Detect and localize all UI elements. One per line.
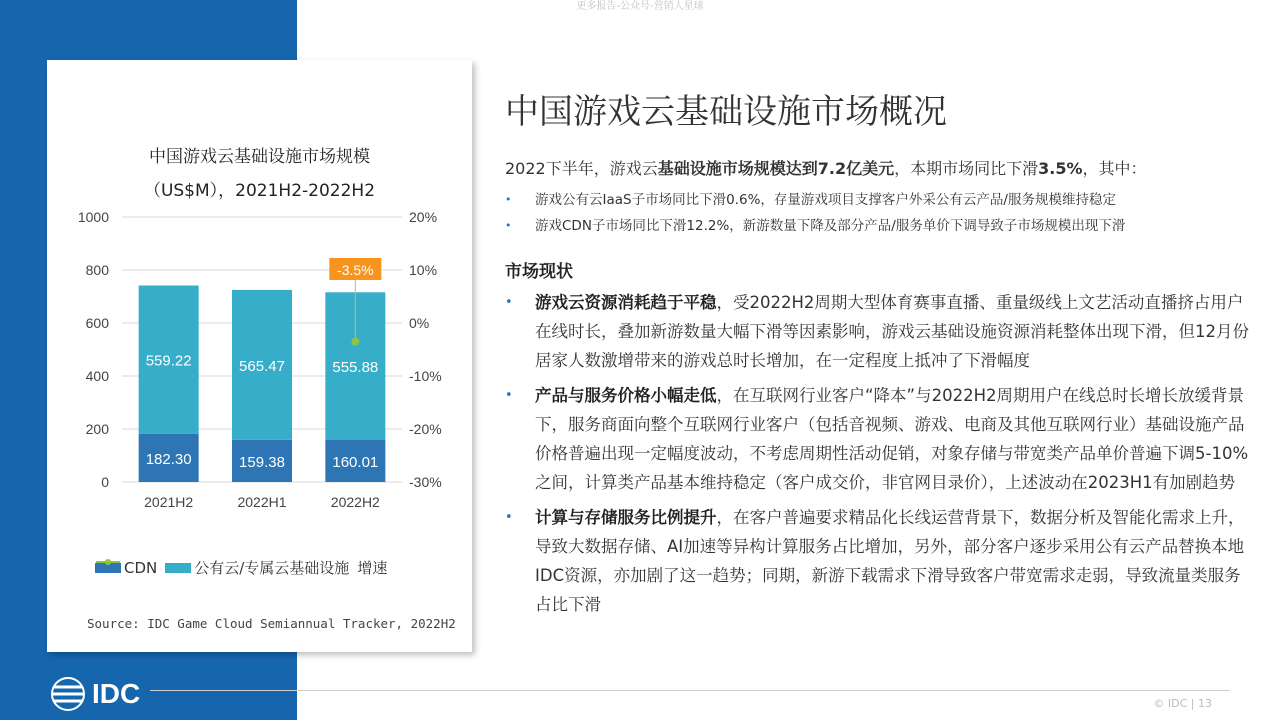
legend-label-growth: 增速 <box>357 559 388 577</box>
x-tick-label: 2022H1 <box>237 494 287 510</box>
y-tick-label: 600 <box>85 315 109 331</box>
x-tick-label: 2022H2 <box>330 494 380 510</box>
summary-part3: ，其中： <box>1082 159 1147 178</box>
chart-title-line2: （US$M），2021H2-2022H2 <box>143 181 376 201</box>
y2-tick-label: -20% <box>409 421 442 437</box>
y-tick-label: 200 <box>85 421 109 437</box>
idc-logo <box>50 676 140 712</box>
section-title: 市场现状 <box>505 262 573 282</box>
bullet-text: ，在互联网行业客户“降本”与2022H2周期用户在线总时长增长放缓背景下，服务商面向整个互联网行业客户（包括音视频、游戏、电商及其他互联网行业）基础设施产品价格普遍出现一定幅度波动，不考虑周期性活动促销，对象存储与带宽类产品单价普遍下调5-10%之间，计算类产品基本维持稳定（客户成交价，非官网目录价），上述波动在2023H1有加剧趋势 <box>535 386 1249 492</box>
growth-point <box>351 338 359 346</box>
bullet-item <box>505 288 1250 375</box>
bullet-dot-icon: • <box>505 193 512 206</box>
bullet-bold: 计算与存储服务比例提升 <box>535 508 717 527</box>
bullet-item <box>505 503 1250 619</box>
chart-title-line1: 中国游戏云基础设施市场规模 <box>149 147 370 167</box>
bullet-dot-icon: • <box>505 388 513 403</box>
sub-bullet-text: 游戏公有云IaaS子市场同比下滑0.6%，存量游戏项目支撑客户外采公有云产品/服务规模维持稳定 <box>535 192 1116 208</box>
bar-data-label: 559.22 <box>145 352 192 370</box>
y2-tick-label: 10% <box>409 262 438 278</box>
bar-data-label: 555.88 <box>332 358 379 376</box>
bullet-dot-icon: • <box>505 295 513 310</box>
page-footer: © IDC | 13 <box>1153 697 1212 710</box>
globe-icon <box>50 676 86 712</box>
growth-data-label: -3.5% <box>337 262 374 278</box>
watermark: 更多报告-公众号-营销人星球 <box>576 1 704 12</box>
bullet-bold: 产品与服务价格小幅走低 <box>535 386 717 405</box>
legend-swatch-growth <box>95 557 121 567</box>
summary-bold1: 基础设施市场规模达到7.2亿美元 <box>657 159 895 178</box>
y2-tick-label: 0% <box>409 315 430 331</box>
summary-part2: ，本期市场同比下滑 <box>894 159 1039 178</box>
page-title: 中国游戏云基础设施市场概况 <box>505 92 947 132</box>
legend-swatch-cloud <box>165 563 191 573</box>
bullet-text: ，受2022H2周期大型体育赛事直播、重量级线上文艺活动直播挤占用户在线时长，叠加新游数量大幅下滑等因素影响，游戏云基础设施资源消耗整体出现下滑，但12月份居家人数激增带来的游戏总时长增加，在一定程度上抵冲了下滑幅度 <box>535 293 1249 370</box>
y2-tick-label: -30% <box>409 474 442 490</box>
bar-data-label: 160.01 <box>332 453 379 471</box>
bar-data-label: 565.47 <box>239 357 285 375</box>
bullet-dot-icon: • <box>505 510 513 525</box>
bullet-list <box>505 288 1250 625</box>
summary-bold2: 3.5% <box>1038 159 1083 178</box>
bullet-bold: 游戏云资源消耗趋于平稳 <box>535 293 717 312</box>
legend-label-cloud: 公有云/专属云基础设施 <box>194 559 350 577</box>
y-tick-label: 0 <box>101 474 109 490</box>
bullet-dot-icon: • <box>505 219 512 232</box>
bullet-item <box>505 381 1250 497</box>
bar-data-label: 159.38 <box>239 453 285 471</box>
chart-legend <box>95 557 389 578</box>
summary-part1: 2022下半年，游戏云 <box>505 159 658 178</box>
x-tick-label: 2021H2 <box>144 494 194 510</box>
y-tick-label: 400 <box>85 368 109 384</box>
sub-bullet-list <box>505 187 1265 239</box>
bar-data-label: 182.30 <box>145 450 192 468</box>
bullet-text: ，在客户普遍要求精品化长线运营背景下，数据分析及智能化需求上升，导致大数据存储、AI加速等异构计算服务占比增加，另外，部分客户逐步采用公有云产品替换本地IDC资源，亦加剧了这一趋势；同期，新游下载需求下滑导致客户带宽需求走弱，导致流量类服务占比下滑 <box>535 508 1245 614</box>
sub-bullet-text: 游戏CDN子市场同比下滑12.2%，新游数量下降及部分产品/服务单价下调导致子市场规模出现下滑 <box>535 218 1126 234</box>
sub-bullet-item <box>505 213 1265 239</box>
chart-source: Source: IDC Game Cloud Semiannual Tracker, 2022H2 <box>87 616 456 631</box>
footer-divider <box>150 690 1230 691</box>
y-tick-label: 1000 <box>77 209 109 225</box>
y-tick-label: 800 <box>85 262 109 278</box>
summary-text <box>505 156 1265 179</box>
sub-bullet-item <box>505 187 1265 213</box>
stacked-bar-chart <box>47 60 472 540</box>
chart-card <box>47 60 472 652</box>
legend-item-cloud <box>165 557 349 578</box>
y2-tick-label: 20% <box>409 209 438 225</box>
y2-tick-label: -10% <box>409 368 442 384</box>
legend-label-cdn: CDN <box>124 558 158 577</box>
logo-text: IDC <box>92 678 141 709</box>
legend-item-growth <box>357 557 387 578</box>
